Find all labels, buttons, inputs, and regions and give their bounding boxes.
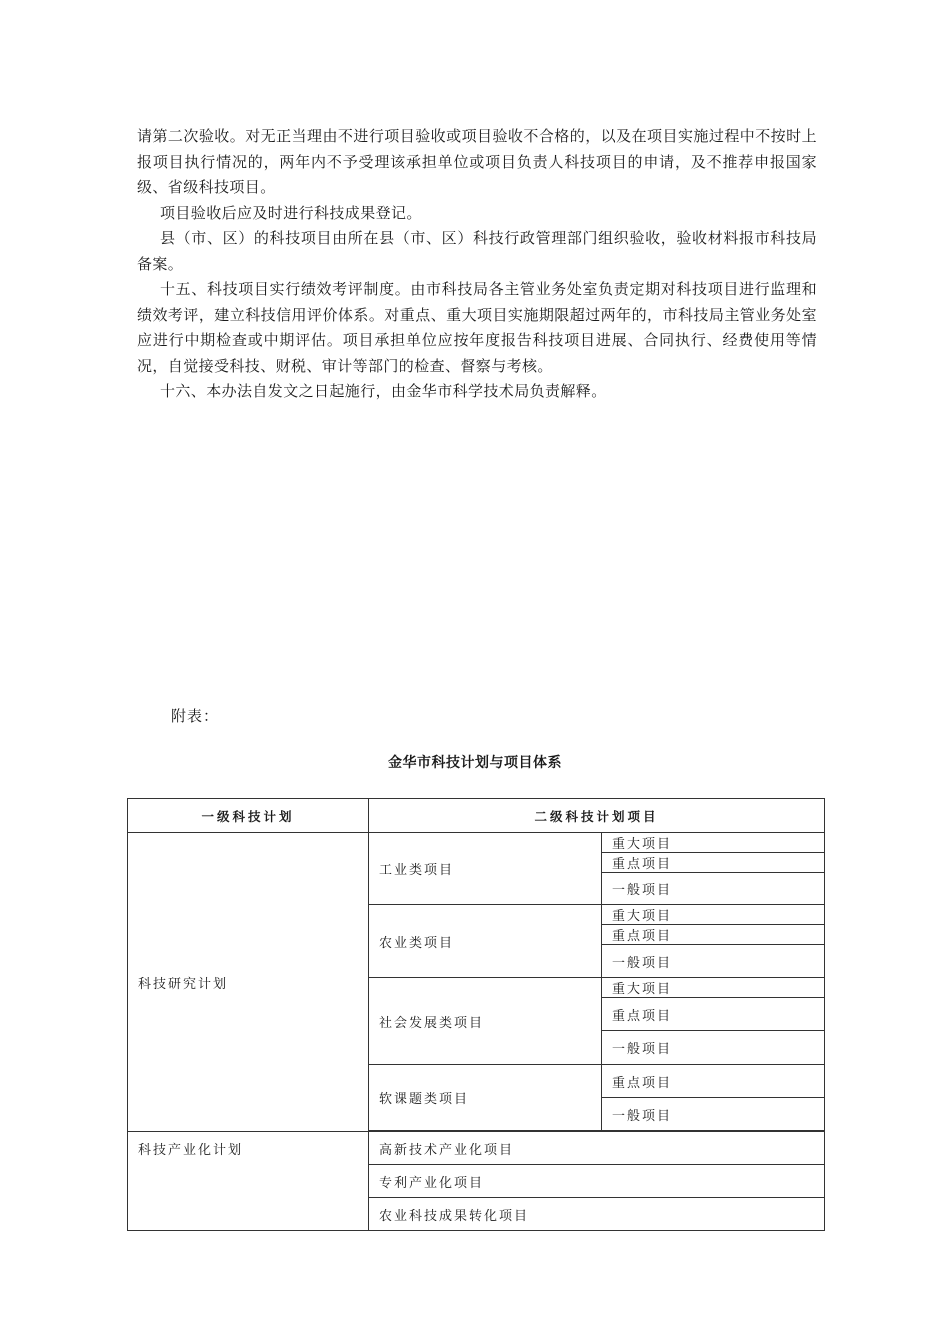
project-level: 重大项目 <box>602 905 825 925</box>
paragraph: 十五、科技项目实行绩效考评制度。由市科技局各主管业务处室负责定期对科技项目进行监理和绩效考评，建立科技信用评价体系。对重点、重大项目实施期限超过两年的，市科技局主管业务处室应进行中期检查或中期评估。项目承担单位应按年度报告科技项目进展、合同执行、经费使用等情况，自觉接受科技、财税、审计等部门的检查、督察与考核。 <box>137 280 817 375</box>
category-social: 社会发展类项目 <box>369 978 602 1065</box>
category-agricultural: 农业类项目 <box>369 905 602 978</box>
level1-industrialization: 科技产业化计划 <box>128 1132 369 1231</box>
category-soft: 软课题类项目 <box>369 1065 602 1131</box>
project-level: 一般项目 <box>602 873 825 905</box>
plan-system-table <box>127 798 825 1231</box>
industrialization-item: 专利产业化项目 <box>369 1165 825 1198</box>
paragraph: 项目验收后应及时进行科技成果登记。 <box>160 203 422 222</box>
project-level: 一般项目 <box>602 945 825 978</box>
project-level: 重大项目 <box>602 978 825 998</box>
paragraph: 请第二次验收。对无正当理由不进行项目验收或项目验收不合格的，以及在项目实施过程中不按时上报项目执行情况的，两年内不予受理该承担单位或项目负责人科技项目的申请，及不推荐申报国家级、省级科技项目。 <box>137 127 817 196</box>
category-industrial: 工业类项目 <box>369 833 602 905</box>
header-level2: 二级科技计划项目 <box>369 799 825 833</box>
body-text <box>137 124 817 405</box>
project-level: 重点项目 <box>602 853 825 873</box>
paragraph: 十六、本办法自发文之日起施行，由金华市科学技术局负责解释。 <box>160 382 607 400</box>
project-level: 重点项目 <box>602 1065 825 1098</box>
table-row <box>128 1132 825 1165</box>
header-level1: 一级科技计划 <box>128 799 369 833</box>
project-level: 重点项目 <box>602 925 825 945</box>
level1-research: 科技研究计划 <box>128 833 369 1132</box>
project-level: 重点项目 <box>602 998 825 1031</box>
project-level: 一般项目 <box>602 1098 825 1131</box>
table-title: 金华市科技计划与项目体系 <box>388 755 562 771</box>
project-level: 一般项目 <box>602 1031 825 1065</box>
paragraph: 县（市、区）的科技项目由所在县（市、区）科技行政管理部门组织验收，验收材料报市科技局备案。 <box>137 229 817 273</box>
table-header-row <box>128 799 825 833</box>
table-row <box>128 833 825 853</box>
appendix-label: 附表： <box>171 707 220 725</box>
industrialization-item: 高新技术产业化项目 <box>369 1132 825 1165</box>
project-level: 重大项目 <box>602 833 825 853</box>
industrialization-item: 农业科技成果转化项目 <box>369 1198 825 1231</box>
